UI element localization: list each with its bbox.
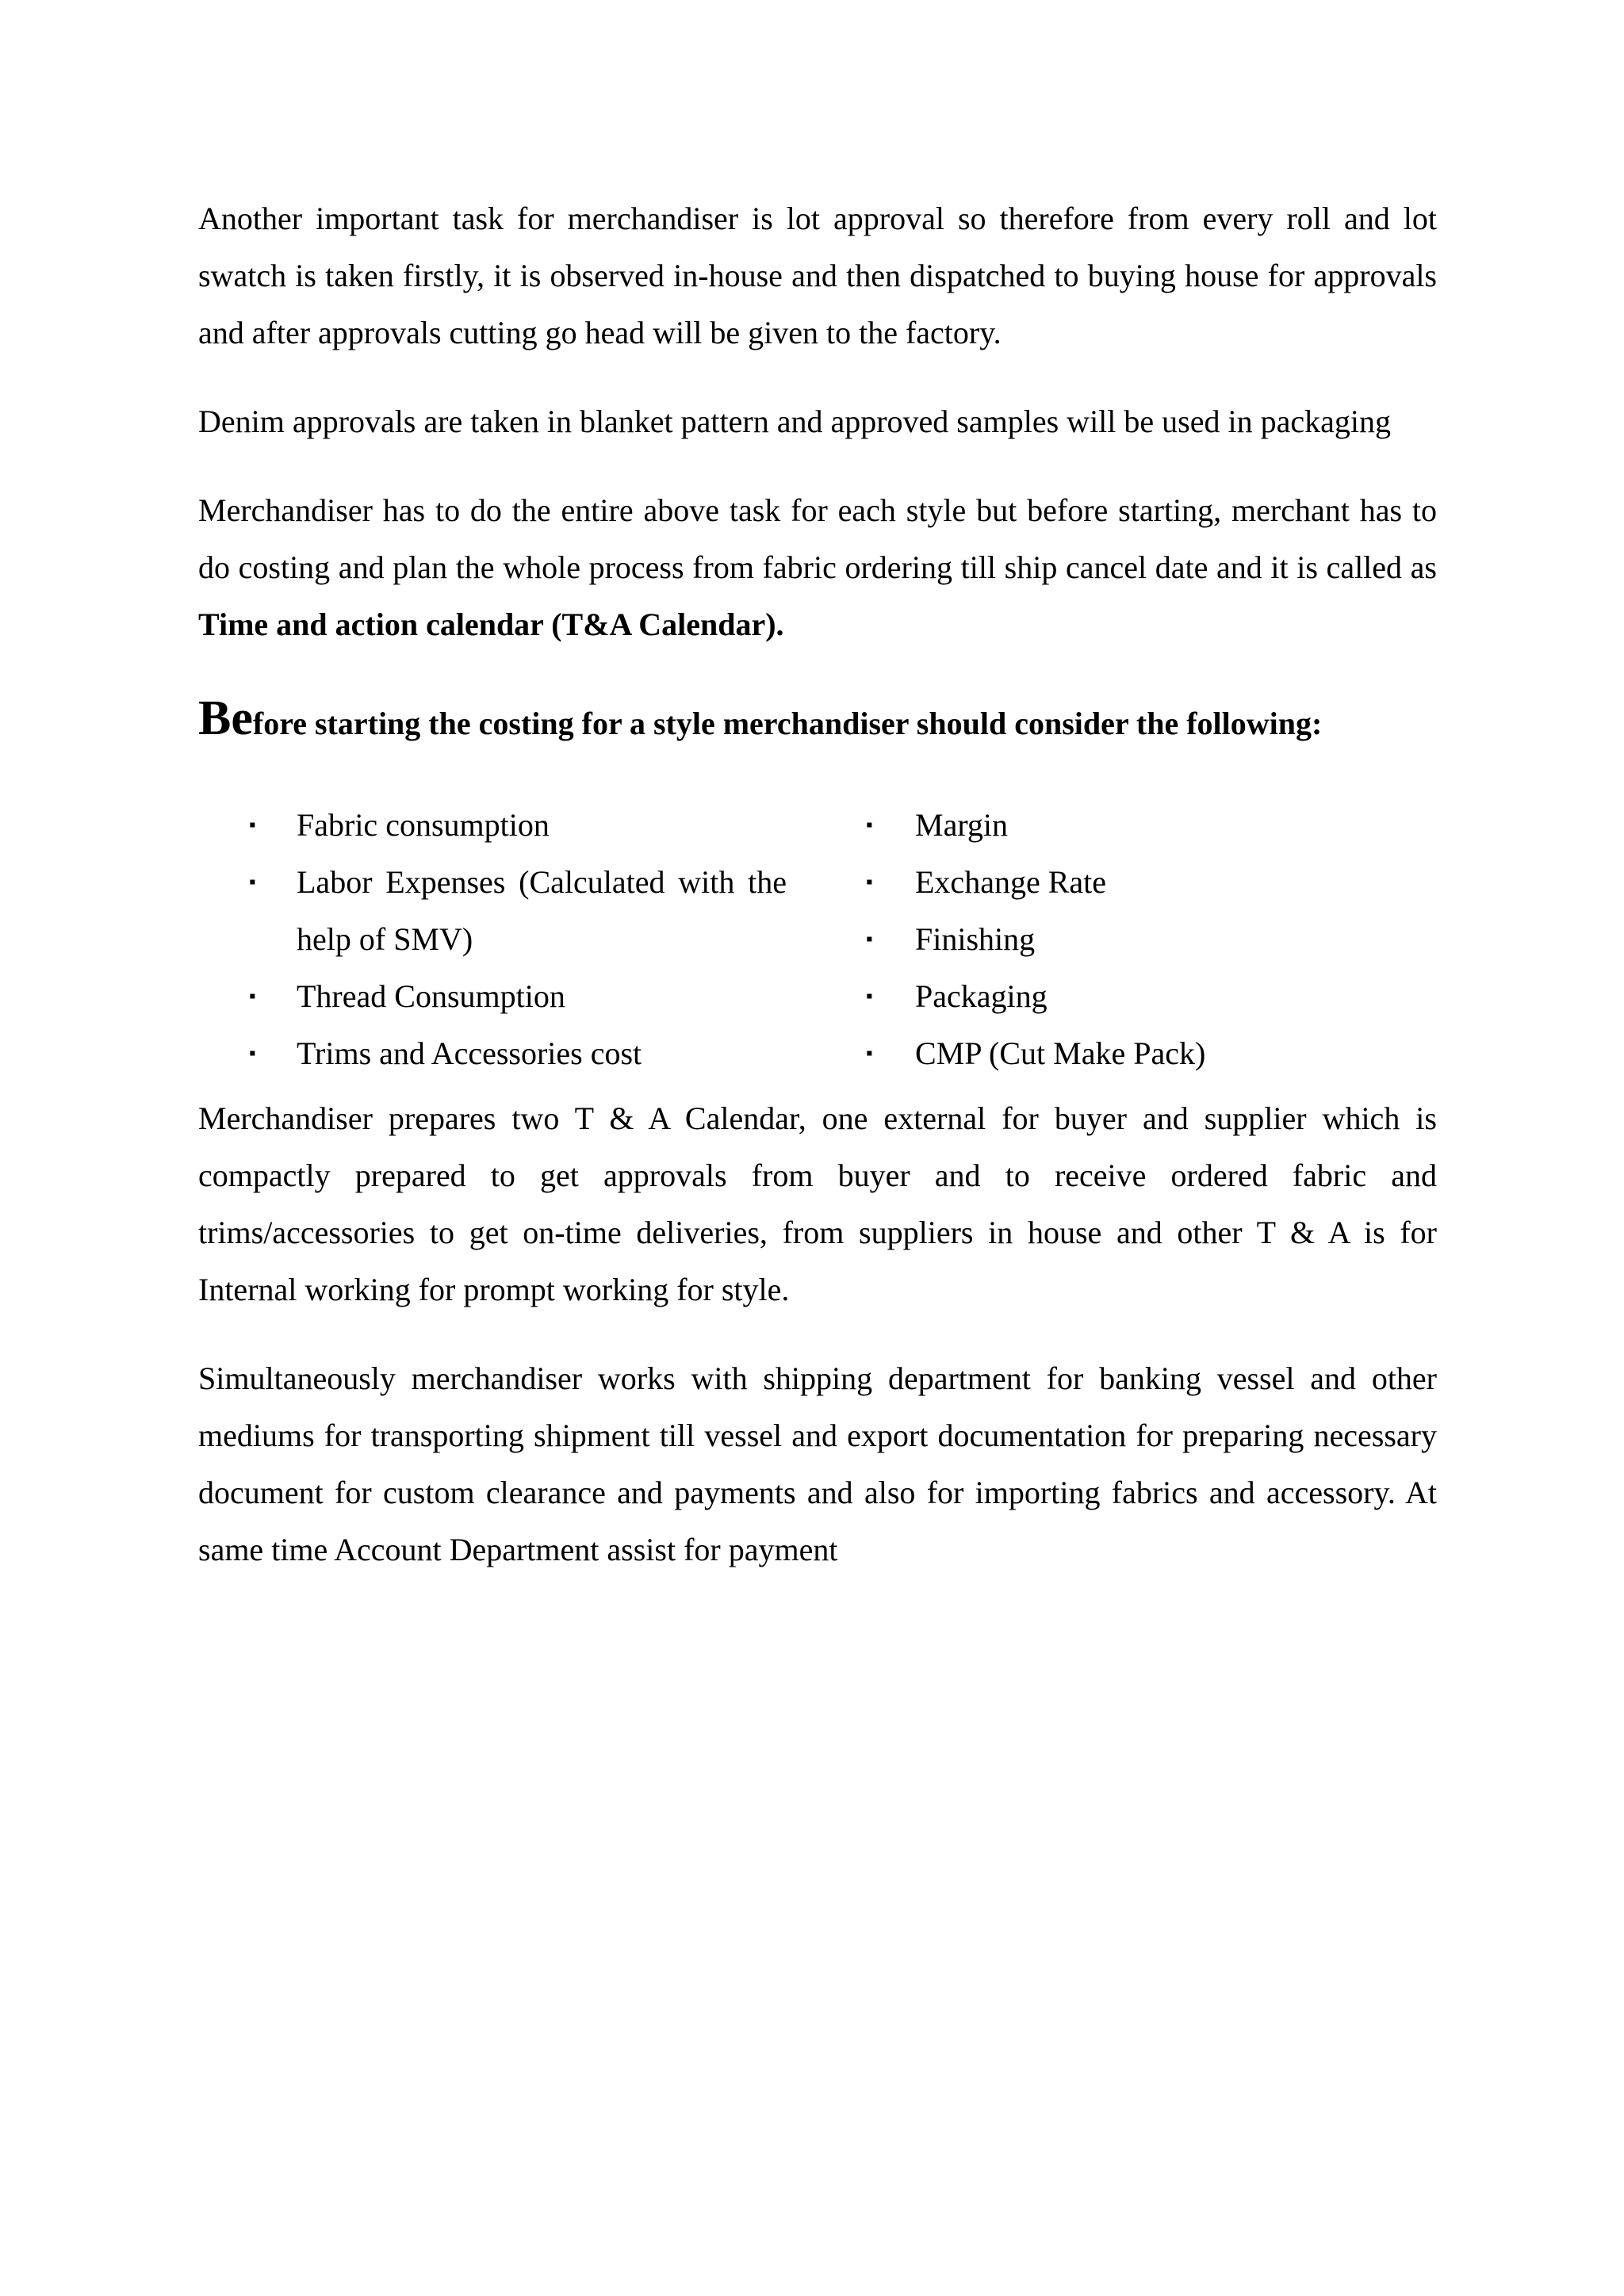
paragraph-denim-approvals: Denim approvals are taken in blanket pattern and approved samples will be used in packaging (198, 404, 1391, 439)
costing-factors-right-column (866, 797, 1437, 1082)
square-bullet-icon: ▪ (249, 872, 256, 893)
list-item (866, 1025, 1437, 1082)
list-item (866, 968, 1437, 1025)
list-item-text: Thread Consumption (297, 978, 565, 1014)
list-item (198, 968, 866, 1025)
document-page (198, 190, 1437, 1578)
square-bullet-icon: ▪ (249, 1043, 256, 1064)
list-item-text: Margin (915, 807, 1009, 843)
list-item-text: CMP (Cut Make Pack) (915, 1035, 1206, 1071)
list-item-text: Exchange Rate (915, 864, 1106, 900)
heading-initial: Be (198, 691, 253, 745)
paragraph-costing-intro (198, 482, 1437, 653)
square-bullet-icon: ▪ (866, 815, 873, 836)
list-item-text: Trims and Accessories cost (297, 1035, 642, 1071)
paragraph-shipping: Simultaneously merchandiser works with shipping department for banking vessel and other mediums for transporting shipment till vessel and export documentation for preparing necessary document for custom clearance and payments and also for importing fabrics and accessory. At same time Account Department assist for payment (198, 1360, 1437, 1567)
square-bullet-icon: ▪ (249, 986, 256, 1007)
list-item (198, 1025, 866, 1082)
section-heading (198, 690, 1437, 752)
list-item-text: Fabric consumption (297, 807, 550, 843)
ta-calendar-term: Time and action calendar (T&A Calendar). (198, 607, 784, 642)
paragraph-lot-approval: Another important task for merchandiser is lot approval so therefore from every roll and lot swatch is taken firstly, it is observed in-house and then dispatched to buying house for approvals and after approvals cutting go head will be given to the factory. (198, 201, 1437, 350)
square-bullet-icon: ▪ (866, 872, 873, 893)
heading-rest: fore starting the costing for a style merchandiser should consider the following: (252, 706, 1323, 741)
costing-intro-text: Merchandiser has to do the entire above task for each style but before starting, merchant has to do costing and plan the whole process from fabric ordering till ship cancel date and it is called as (198, 492, 1437, 585)
square-bullet-icon: ▪ (866, 929, 873, 950)
list-item-text: Packaging (915, 978, 1048, 1014)
square-bullet-icon: ▪ (866, 1043, 873, 1064)
costing-factors-left-column (198, 797, 866, 1082)
square-bullet-icon: ▪ (866, 986, 873, 1007)
paragraph-ta-calendar: Merchandiser prepares two T & A Calendar, one external for buyer and supplier which is compactly prepared to get approvals from buyer and to receive ordered fabric and trims/accessories to get on-time deliveries, from suppliers in house and other T & A is for Internal working for prompt working for style. (198, 1100, 1437, 1307)
square-bullet-icon: ▪ (249, 815, 256, 836)
list-item-text: Finishing (915, 921, 1036, 957)
list-item (198, 797, 866, 854)
list-item (866, 797, 1437, 854)
list-item (198, 854, 866, 968)
list-item (866, 911, 1437, 968)
list-item-text: Labor Expenses (Calculated with the help of SMV) (297, 864, 787, 957)
list-item (866, 854, 1437, 911)
costing-factors-list (198, 797, 1437, 1082)
